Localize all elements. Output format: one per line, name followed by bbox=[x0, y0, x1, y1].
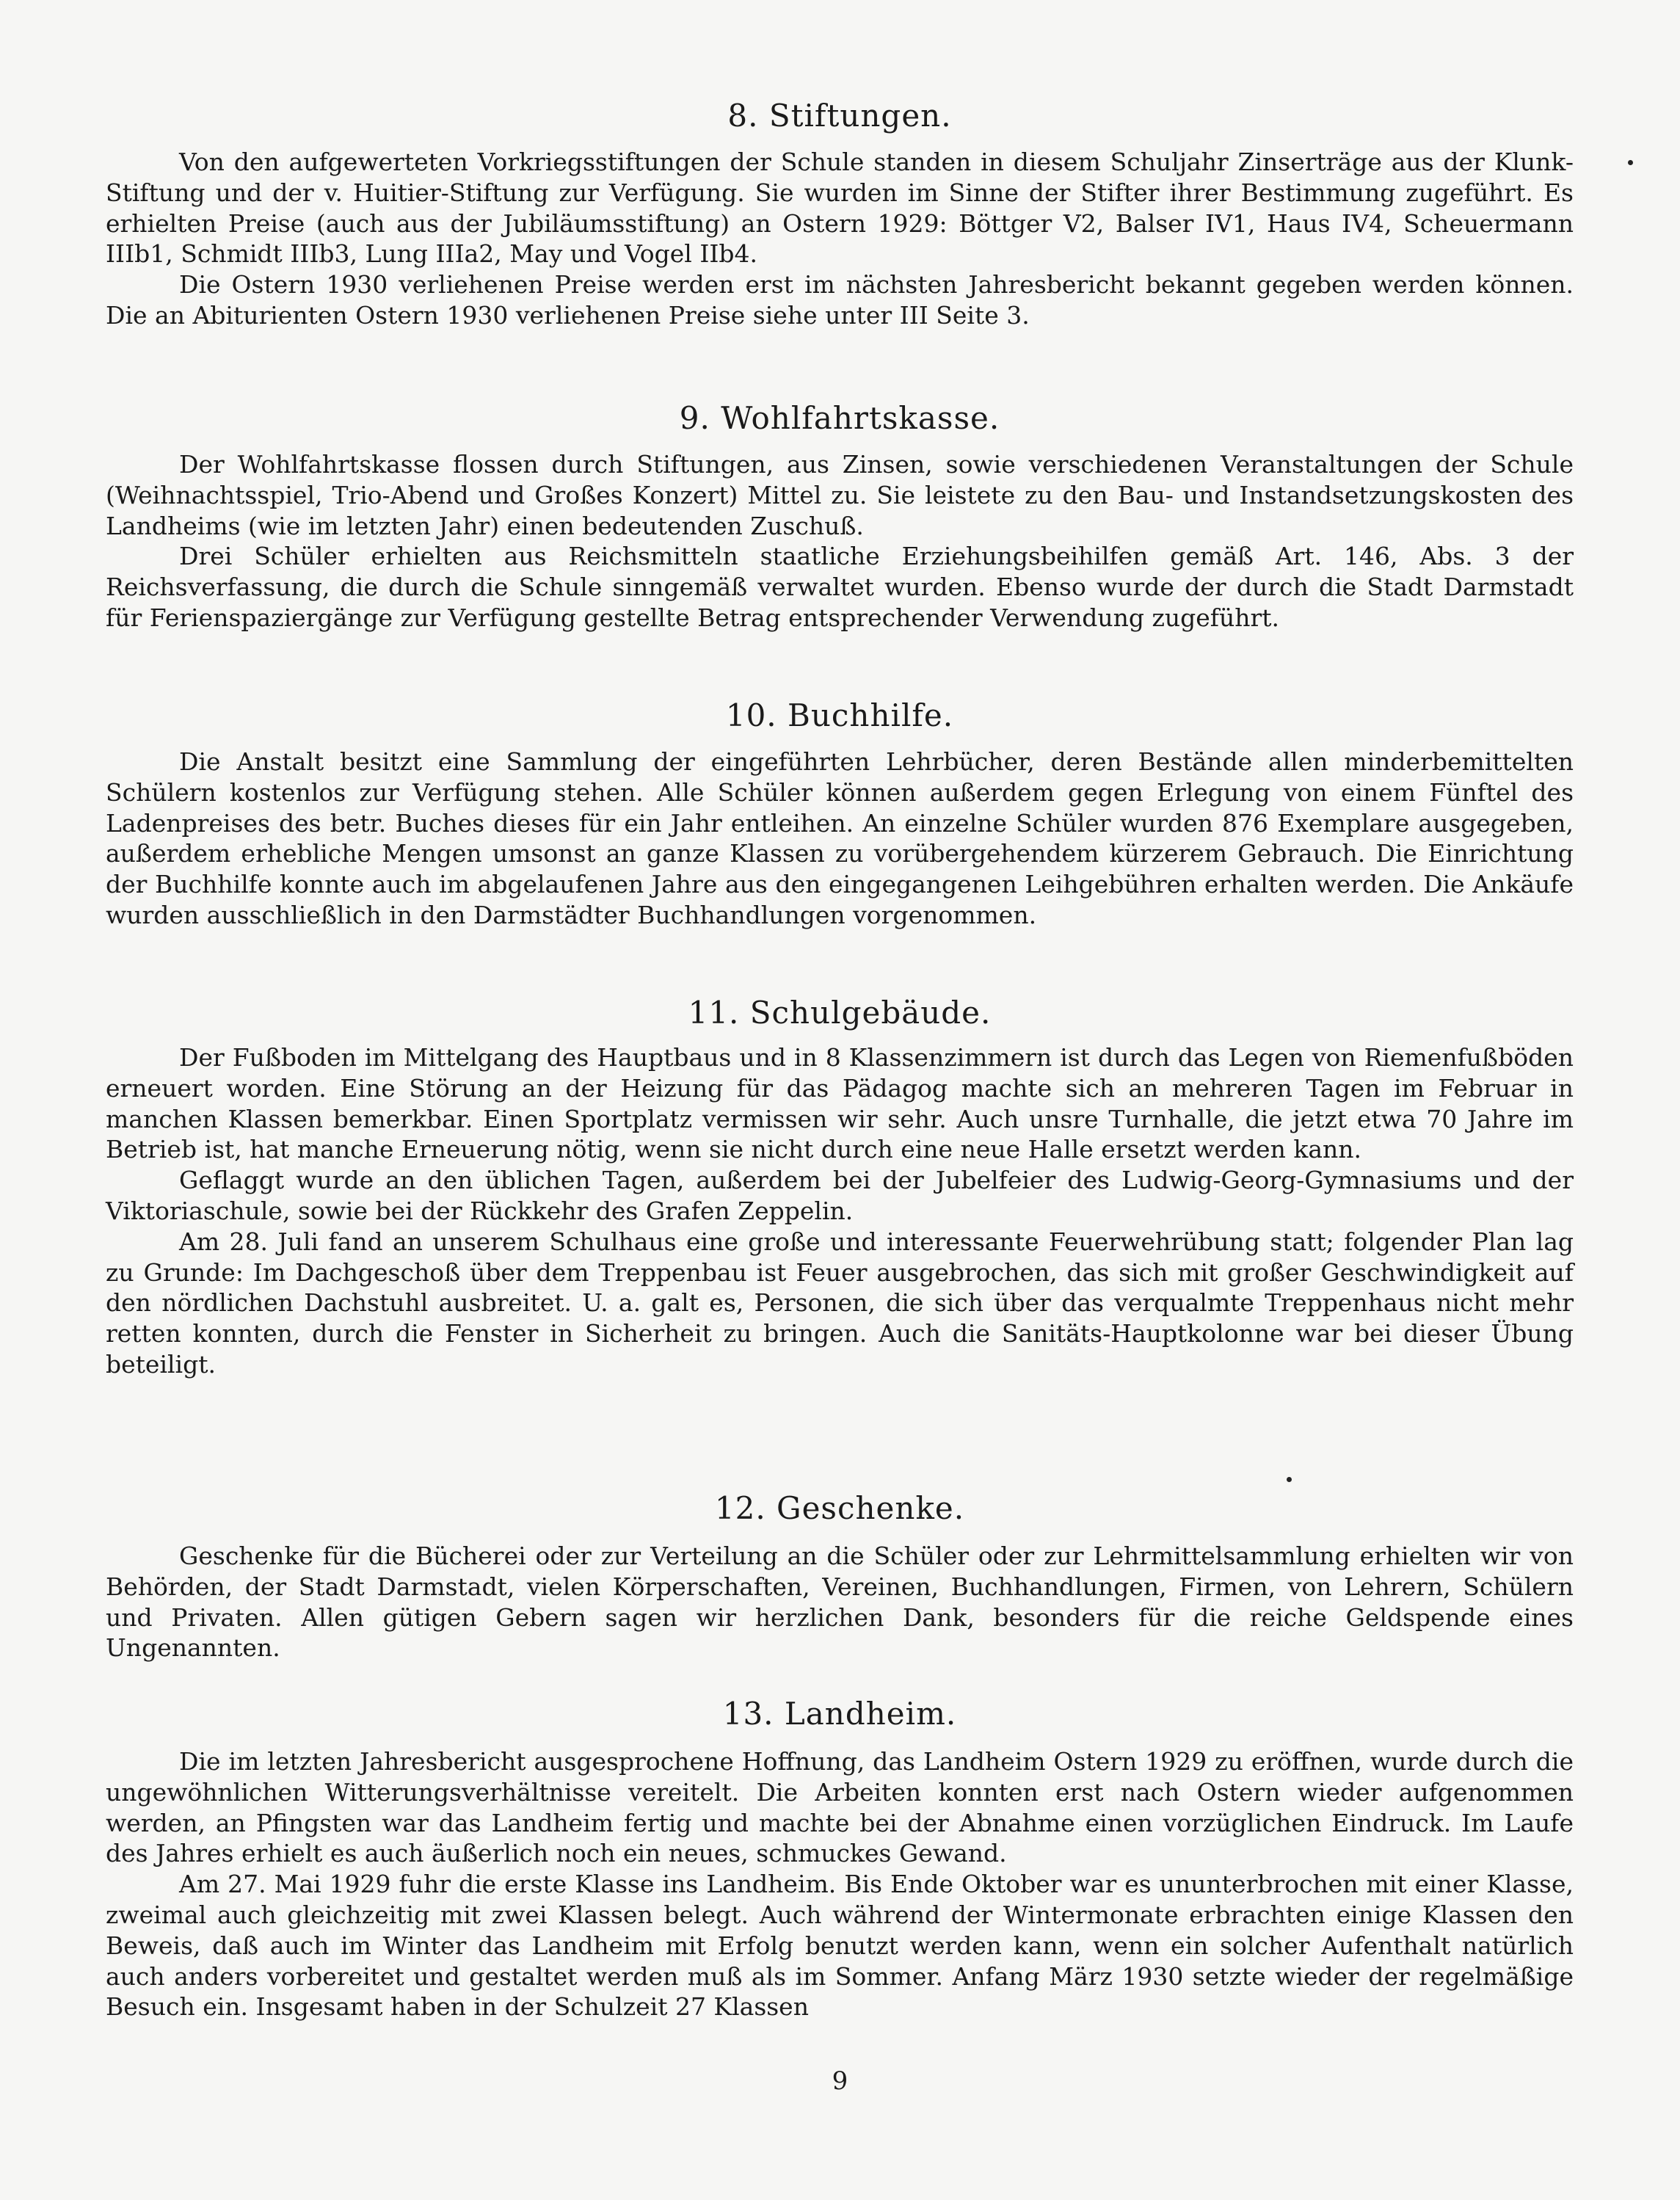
section-stiftungen bbox=[106, 94, 1574, 331]
paragraph: Geschenke für die Bücherei oder zur Verteilung an die Schüler oder zur Lehrmittelsammlung erhielten wir von Behörden, der Stadt Darmstadt, vielen Körperschaften, Vereinen, Buchhandlungen, Firmen, von Lehrern, Schülern und Privaten. Allen gütigen Gebern sagen wir herzlichen Dank, besonders für die reiche Geldspende eines Ungenannten. bbox=[106, 1542, 1574, 1663]
paragraph: Der Fußboden im Mittelgang des Hauptbaus und in 8 Klassenzimmern ist durch das Legen von Riemenfußböden erneuert worden. Eine Störung an der Heizung für das Pädagog machte sich an mehreren Tagen im Februar in manchen Klassen bemerkbar. Einen Sportplatz vermissen wir sehr. Auch unsre Turnhalle, die jetzt etwa 70 Jahre im Betrieb ist, hat manche Erneuerung nötig, wenn sie nicht durch eine neue Halle ersetzt werden kann. bbox=[106, 1043, 1574, 1164]
section-buchhilfe bbox=[106, 694, 1574, 931]
section-heading: 9. Wohlfahrtskasse. bbox=[679, 400, 1000, 436]
paragraph: Die Anstalt besitzt eine Sammlung der eingeführten Lehrbücher, deren Bestände allen minderbemittelten Schülern kostenlos zur Verfügung stehen. Alle Schüler können außerdem gegen Erlegung von einem Fünftel des Ladenpreises des betr. Buches dieses für ein Jahr entleihen. An einzelne Schüler wurden 876 Exemplare ausgegeben, außerdem erhebliche Mengen umsonst an ganze Klassen zu vorübergehendem kürzerem Gebrauch. Die Einrichtung der Buchhilfe konnte auch im abgelaufenen Jahre aus den eingegangenen Leihgebühren erhalten werden. Die Ankäufe wurden ausschließlich in den Darmstädter Buchhandlungen vorgenommen. bbox=[106, 747, 1574, 929]
section-heading: 11. Schulgebäude. bbox=[688, 995, 992, 1031]
print-speck bbox=[1287, 1477, 1292, 1482]
section-wohlfahrtskasse bbox=[106, 396, 1574, 634]
paragraph: Die im letzten Jahresbericht ausgesprochene Hoffnung, das Landheim Ostern 1929 zu eröffnen, wurde durch die ungewöhnlichen Witterungsverhältnisse vereitelt. Die Arbeiten konnten erst nach Ostern wieder aufgenommen werden, an Pfingsten war das Landheim fertig und machte bei der Abnahme einen vorzüglichen Eindruck. Im Laufe des Jahres erhielt es auch äußerlich noch ein neues, schmuckes Gewand. bbox=[106, 1747, 1574, 1868]
section-landheim bbox=[106, 1692, 1574, 2022]
paragraph: Am 27. Mai 1929 fuhr die erste Klasse ins Landheim. Bis Ende Oktober war es ununterbrochen mit einer Klasse, zweimal auch gleichzeitig mit zwei Klassen belegt. Auch während der Wintermonate erbrachten einige Klassen den Beweis, daß auch im Winter das Landheim mit Erfolg benutzt werden kann, wenn ein solcher Aufenthalt natürlich auch anders vorbereitet und gestaltet werden muß als im Sommer. Anfang März 1930 setzte wieder der regelmäßige Besuch ein. Insgesamt haben in der Schulzeit 27 Klassen bbox=[106, 1870, 1574, 2022]
paragraph: Drei Schüler erhielten aus Reichsmitteln staatliche Erziehungsbeihilfen gemäß Art. 146, Abs. 3 der Reichsverfassung, die durch die Schule sinngemäß verwaltet wurden. Ebenso wurde der durch die Stadt Darmstadt für Ferienspaziergänge zur Verfügung gestellte Betrag entsprechender Verwendung zugeführt. bbox=[106, 542, 1574, 632]
section-heading: 12. Geschenke. bbox=[714, 1490, 965, 1526]
section-schulgebaeude bbox=[106, 991, 1574, 1380]
paragraph: Am 28. Juli fand an unserem Schulhaus eine große und interessante Feuerwehrübung statt; folgender Plan lag zu Grunde: Im Dachgeschoß über dem Treppenbau ist Feuer ausgebrochen, das sich mit großer Geschwindigkeit auf den nördlichen Dachstuhl ausbreitet. U. a. galt es, Personen, die sich über das verqualmte Treppenhaus nicht mehr retten konnten, durch die Fenster in Sicherheit zu bringen. Auch die Sanitäts-Hauptkolonne war bei dieser Übung beteiligt. bbox=[106, 1227, 1574, 1379]
paragraph: Geflaggt wurde an den üblichen Tagen, außerdem bei der Jubelfeier des Ludwig-Georg-Gymnasiums und der Viktoriaschule, sowie bei der Rückkehr des Grafen Zeppelin. bbox=[106, 1166, 1574, 1225]
section-heading: 10. Buchhilfe. bbox=[725, 697, 954, 733]
section-geschenke bbox=[106, 1486, 1574, 1663]
paragraph: Die Ostern 1930 verliehenen Preise werden erst im nächsten Jahresbericht bekannt gegeben werden können. Die an Abiturienten Ostern 1930 verliehenen Preise siehe unter III Seite 3. bbox=[106, 270, 1574, 330]
paragraph: Der Wohlfahrtskasse flossen durch Stiftungen, aus Zinsen, sowie verschiedenen Veranstaltungen der Schule (Weihnachtsspiel, Trio-Abend und Großes Konzert) Mittel zu. Sie leistete zu den Bau- und Instandsetzungskosten des Landheims (wie im letzten Jahr) einen bedeutenden Zuschuß. bbox=[106, 450, 1574, 540]
section-heading: 8. Stiftungen. bbox=[727, 98, 952, 134]
print-speck bbox=[1628, 160, 1633, 165]
page-number: 9 bbox=[832, 2066, 848, 2096]
paragraph: Von den aufgewerteten Vorkriegsstiftungen der Schule standen in diesem Schuljahr Zinserträge aus der Klunk-Stiftung und der v. Huitier-Stiftung zur Verfügung. Sie wurden im Sinne der Stifter ihrer Bestimmung zugeführt. Es erhielten Preise (auch aus der Jubiläumsstiftung) an Ostern 1929: Böttger V2, Balser IV1, Haus IV4, Scheuermann IIIb1, Schmidt IIIb3, Lung IIIa2, May und Vogel IIb4. bbox=[106, 148, 1574, 269]
section-heading: 13. Landheim. bbox=[722, 1696, 957, 1732]
